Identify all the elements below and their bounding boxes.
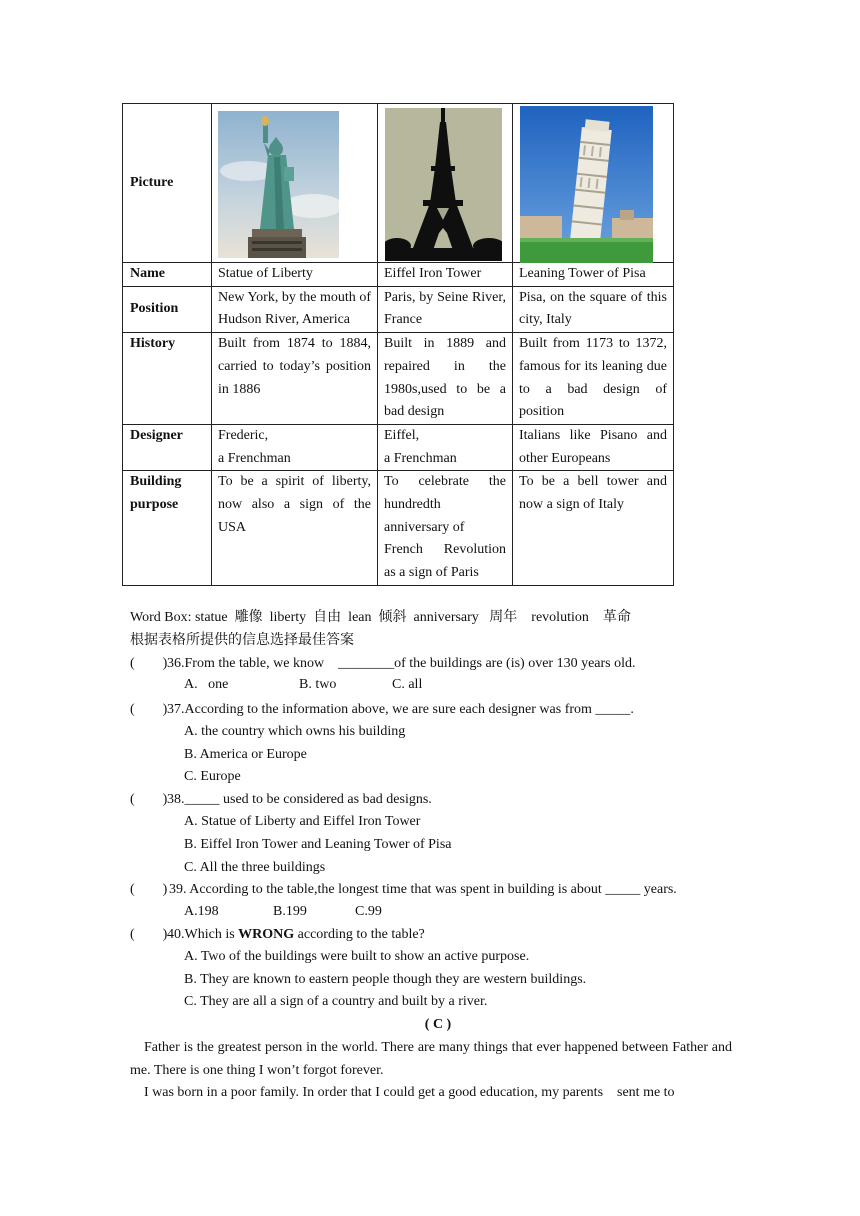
statue-of-liberty-photo (218, 111, 339, 258)
cell-position-liberty: New York, by the mouth of Hudson River, America (212, 286, 378, 332)
designer-liberty-line-1: Frederic, (218, 427, 269, 443)
cell-history-eiffel: Built in 1889 and repaired in the 1980s,used to be a bad design (378, 333, 513, 425)
section-c-paragraph-2: I was born in a poor family. In order that I could get a good education, my parents sent me to (144, 1085, 675, 1100)
purpose-eiffel-line-2: anniversary of (384, 519, 465, 535)
question-36-option-b: B. two (299, 677, 337, 692)
purpose-header-line-1: Building (130, 474, 182, 490)
cell-designer-eiffel (378, 424, 513, 470)
question-39-paren: ( ) (130, 882, 168, 897)
question-37-text: 37.According to the information above, we are sure each designer was from _____. (167, 702, 634, 717)
cell-picture-eiffel (378, 104, 513, 263)
question-38-option-a: A. Statue of Liberty and Eiffel Iron Tower (184, 814, 421, 829)
question-37-paren: ( ) (130, 702, 168, 717)
buildings-info-table (122, 103, 674, 586)
cell-designer-pisa: Italians like Pisano and other Europeans (513, 424, 674, 470)
question-40-option-b: B. They are known to eastern people though they are western buildings. (184, 972, 587, 987)
question-40-text-start: 40.Which is (167, 927, 239, 942)
question-36-paren: ( ) (130, 656, 168, 671)
table-row-name (123, 263, 674, 287)
question-38-text: 38._____ used to be considered as bad designs. (167, 792, 432, 807)
designer-eiffel-line-1: Eiffel, (384, 427, 420, 443)
cell-name-eiffel: Eiffel Iron Tower (378, 263, 513, 287)
purpose-header-line-2: purpose (130, 497, 179, 513)
row-header-picture: Picture (123, 104, 212, 263)
table-row-position (123, 286, 674, 332)
question-36-option-c: C. all (392, 677, 423, 692)
row-header-purpose (123, 471, 212, 586)
cell-position-eiffel: Paris, by Seine River, France (378, 286, 513, 332)
word-box: Word Box: statue 雕像 liberty 自由 lean 倾斜 anniversary 周年 revolution 革命 (130, 610, 631, 625)
instruction-text: 根据表格所提供的信息选择最佳答案 (130, 633, 354, 648)
cell-history-pisa: Built from 1173 to 1372, famous for its leaning due to a bad design of position (513, 333, 674, 425)
question-39-option-b: B.199 (273, 904, 307, 919)
section-c-heading: ( C ) (424, 1017, 452, 1032)
question-40-paren: ( ) (130, 927, 168, 942)
cell-history-liberty: Built from 1874 to 1884, carried to today’s position in 1886 (212, 333, 378, 425)
question-38-paren: ( ) (130, 792, 168, 807)
leaning-tower-of-pisa-photo (520, 106, 653, 263)
cell-name-liberty: Statue of Liberty (212, 263, 378, 287)
question-39-option-c: C.99 (355, 904, 382, 919)
table-row-history (123, 333, 674, 425)
eiffel-tower-silhouette (385, 108, 502, 261)
row-header-designer: Designer (123, 424, 212, 470)
row-header-position: Position (123, 286, 212, 332)
cell-purpose-liberty: To be a spirit of liberty, now also a sign of the USA (212, 471, 378, 586)
question-37-option-a: A. the country which owns his building (184, 724, 406, 739)
cell-picture-liberty (212, 104, 378, 263)
cell-purpose-pisa: To be a bell tower and now a sign of Italy (513, 471, 674, 586)
question-39-option-a: A.198 (184, 904, 219, 919)
question-40-option-c: C. They are all a sign of a country and built by a river. (184, 994, 488, 1009)
question-40-text-end: according to the table? (294, 927, 425, 942)
purpose-eiffel-line-4: as a sign of Paris (384, 565, 479, 581)
cell-designer-liberty (212, 424, 378, 470)
question-37-option-b: B. America or Europe (184, 747, 307, 762)
question-40-text-emphasis: WRONG (238, 927, 295, 942)
designer-liberty-line-2: a Frenchman (218, 450, 291, 466)
cell-position-pisa: Pisa, on the square of this city, Italy (513, 286, 674, 332)
question-37-option-c: C. Europe (184, 769, 241, 784)
row-header-history: History (123, 333, 212, 425)
designer-eiffel-line-2: a Frenchman (384, 450, 457, 466)
purpose-eiffel-line-3: French Revolution (384, 542, 506, 558)
question-40-text (167, 925, 425, 945)
row-header-name: Name (123, 263, 212, 287)
section-c-paragraph-1: Father is the greatest person in the world. There are many things that ever happened between Father and me. There is one thing I won’t forgot forever. (130, 1040, 732, 1078)
question-38-option-c: C. All the three buildings (184, 860, 326, 875)
question-36-text: 36.From the table, we know ________of the buildings are (is) over 130 years old. (167, 656, 636, 671)
question-40-option-a: A. Two of the buildings were built to show an active purpose. (184, 949, 530, 964)
cell-purpose-eiffel (378, 471, 513, 586)
question-39-text: 39. According to the table,the longest time that was spent in building is about _____ years. (169, 882, 677, 897)
question-36-option-a: A. one (184, 677, 229, 692)
cell-picture-pisa (513, 104, 674, 263)
cell-name-pisa: Leaning Tower of Pisa (513, 263, 674, 287)
table-row-purpose (123, 471, 674, 586)
table-row-picture (123, 104, 674, 263)
table-row-designer (123, 424, 674, 470)
question-38-option-b: B. Eiffel Iron Tower and Leaning Tower of Pisa (184, 837, 452, 852)
purpose-eiffel-line-1: To celebrate the hundredth (384, 474, 506, 513)
